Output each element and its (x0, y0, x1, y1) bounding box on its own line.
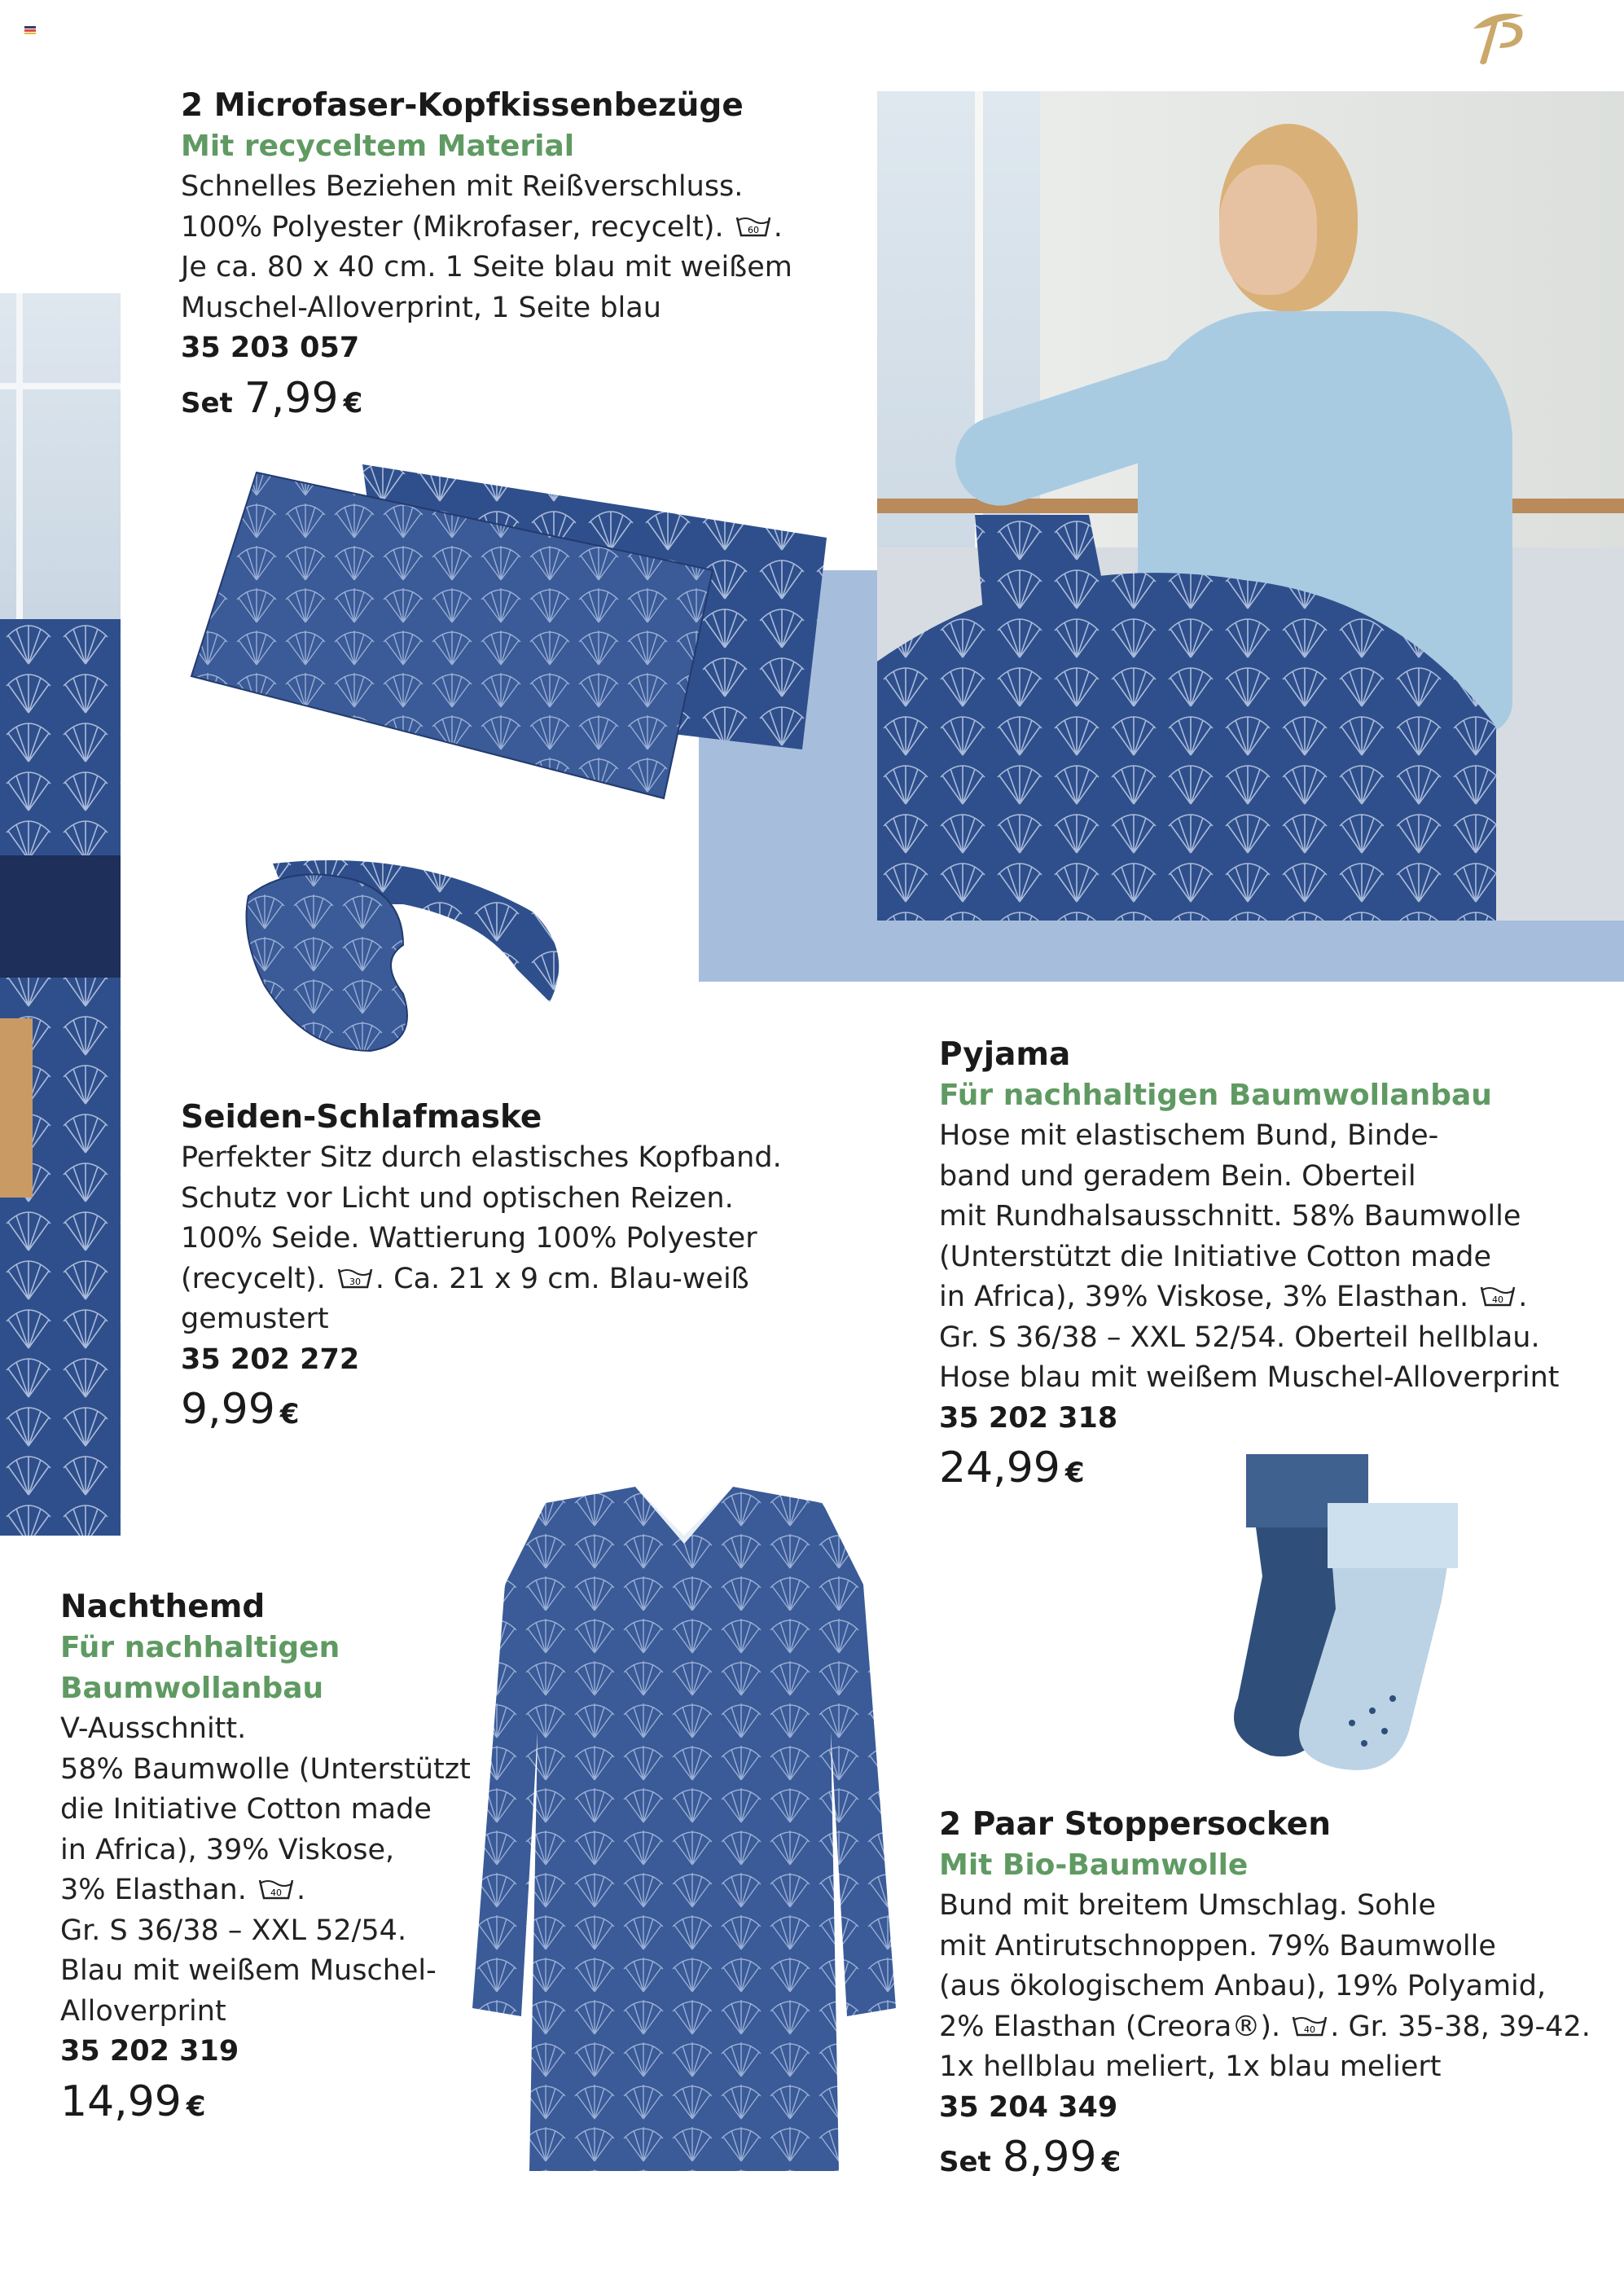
nightshirt-description: V-Ausschnitt. 58% Baumwolle (Unterstützt die Initiative Cotton made in Africa), 39% Viskose, 3% Elasthan. 40 . Gr. S 36/38 – XXL 52/54. Blau mit weißem Muschel- Alloverprint (60, 1712, 471, 2028)
wash-40-icon (257, 1877, 295, 1901)
pillowcases-block (181, 86, 800, 437)
socks-article-number: 35 204 349 (939, 2090, 1118, 2124)
nightshirt-article-number: 35 202 319 (60, 2035, 239, 2068)
sleep-mask-description: Perfekter Sitz durch elastisches Kopfband. Schutz vor Licht und optischen Reizen. 100% Seide. Wattierung 100% Polyester (recycelt). 30 . Ca. 21 x 9 cm. Blau-weiß gemustert (181, 1141, 782, 1335)
sleep-mask-price: 9,99 € (181, 1385, 300, 1434)
sleep-mask-block (181, 1097, 783, 1448)
svg-text:30: 30 (349, 1276, 361, 1287)
pyjama-block (939, 1035, 1607, 1507)
page-flag-icon (24, 26, 36, 34)
nightshirt-image (472, 1487, 896, 2187)
wash-40-icon (1479, 1284, 1516, 1308)
sleep-mask-image (240, 847, 582, 1067)
pillowcases-title: 2 Microfaser-Kopfkissenbezüge (181, 87, 744, 124)
sleep-mask-title: Seiden-Schlafmaske (181, 1099, 542, 1136)
socks-price: Set 8,99 € (939, 2133, 1121, 2182)
wash-60-icon (735, 214, 772, 239)
pyjama-title: Pyjama (939, 1036, 1071, 1073)
pyjama-subtitle: Für nachhaltigen Baumwollanbau (939, 1079, 1492, 1112)
pillowcases-article-number: 35 203 057 (181, 332, 360, 364)
pyjama-price: 24,99 € (939, 1444, 1085, 1492)
socks-subtitle: Mit Bio-Baumwolle (939, 1848, 1249, 1882)
svg-text:60: 60 (747, 224, 759, 235)
pillowcases-description: Schnelles Beziehen mit Reißverschluss. 100% Polyester (Mikrofaser, recycelt). 60 . Je ca. 80 x 40 cm. 1 Seite blau mit weißem Muschel-Alloverprint, 1 Seite blau (181, 170, 792, 324)
pyjama-model-photo (877, 91, 1624, 921)
brand-logo-icon (1462, 4, 1535, 69)
nightshirt-subtitle: Für nachhaltigen Baumwollanbau (60, 1631, 340, 1705)
socks-title: 2 Paar Stoppersocken (939, 1806, 1331, 1843)
nightshirt-price: 14,99 € (60, 2077, 206, 2126)
sleep-mask-article-number: 35 202 272 (181, 1343, 360, 1376)
socks-block (939, 1804, 1607, 2196)
nightshirt-block (60, 1587, 484, 2141)
pyjama-article-number: 35 202 318 (939, 1401, 1118, 1435)
wash-40-icon (1291, 2014, 1328, 2038)
bedroom-photo-left (0, 293, 121, 1536)
pyjama-description: Hose mit elastischem Bund, Binde- band und geradem Bein. Oberteil mit Rundhalsausschnitt. 58% Baumwolle (Unterstützt die Initiative Cotton made in Africa), 39% Viskose, 3% Elasthan. 40 . Gr. S 36/38 – XXL 52/54. Oberteil hellblau. Hose blau mit weißem Muschel-Alloverprint (939, 1119, 1560, 1394)
svg-text:40: 40 (270, 1888, 282, 1898)
svg-text:40: 40 (1492, 1294, 1504, 1305)
pillowcases-image (183, 456, 835, 806)
nightshirt-title: Nachthemd (60, 1589, 266, 1625)
pillowcases-subtitle: Mit recyceltem Material (181, 130, 575, 163)
wash-30-icon (336, 1266, 374, 1290)
socks-description: Bund mit breitem Umschlag. Sohle mit Antirutschnoppen. 79% Baumwolle (aus ökologischem Anbau), 19% Polyamid, 2% Elasthan (Creora®). 40 . Gr. 35-38, 39-42. 1x hellblau meliert, 1x blau meliert (939, 1889, 1591, 2083)
pillowcases-price: Set 7,99 € (181, 373, 363, 423)
svg-text:40: 40 (1304, 2024, 1316, 2035)
